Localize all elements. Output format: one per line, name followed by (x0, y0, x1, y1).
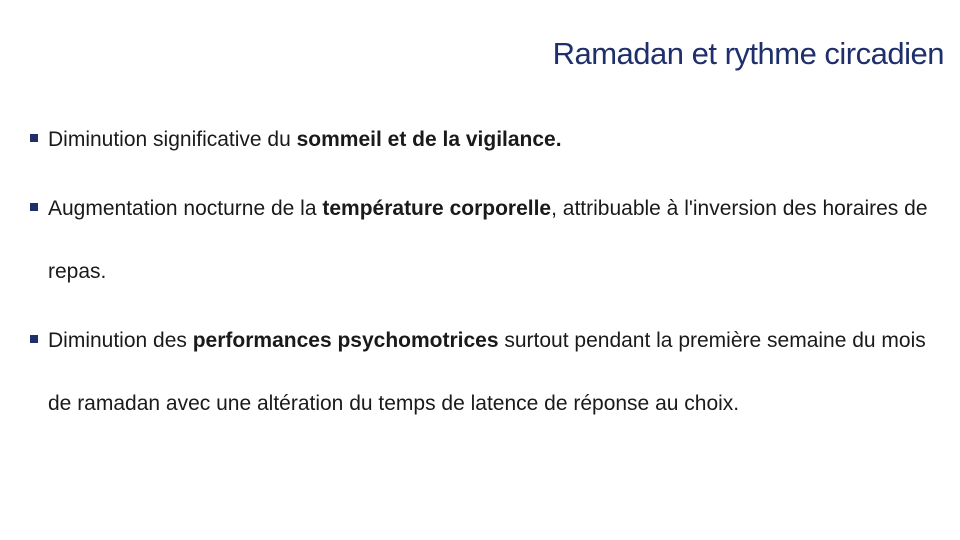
bold-text-run: température corporelle (322, 197, 552, 220)
bullet-text (48, 128, 562, 151)
bold-text-run: performances psychomotrices (192, 329, 499, 352)
bullet-text (48, 197, 928, 283)
bullet-item (30, 309, 930, 435)
square-bullet-icon (30, 134, 38, 142)
bullet-list (30, 108, 930, 441)
text-run: Augmentation nocturne de la (48, 197, 323, 220)
bullet-text (48, 329, 926, 415)
square-bullet-icon (30, 335, 38, 343)
bullet-item (30, 108, 930, 171)
square-bullet-icon (30, 203, 38, 211)
bullet-item (30, 177, 930, 303)
text-run: , attribuable à l'inversion des horaires de repas. (48, 197, 928, 283)
text-run: Diminution des (48, 329, 193, 352)
bold-text-run: sommeil et de la vigilance. (296, 128, 562, 151)
slide-title: Ramadan et rythme circadien (552, 36, 944, 71)
text-run: Diminution significative du (48, 128, 297, 151)
text-run: surtout pendant la première semaine du mois de ramadan avec une altération du temps de latence de réponse au choix. (48, 329, 926, 415)
